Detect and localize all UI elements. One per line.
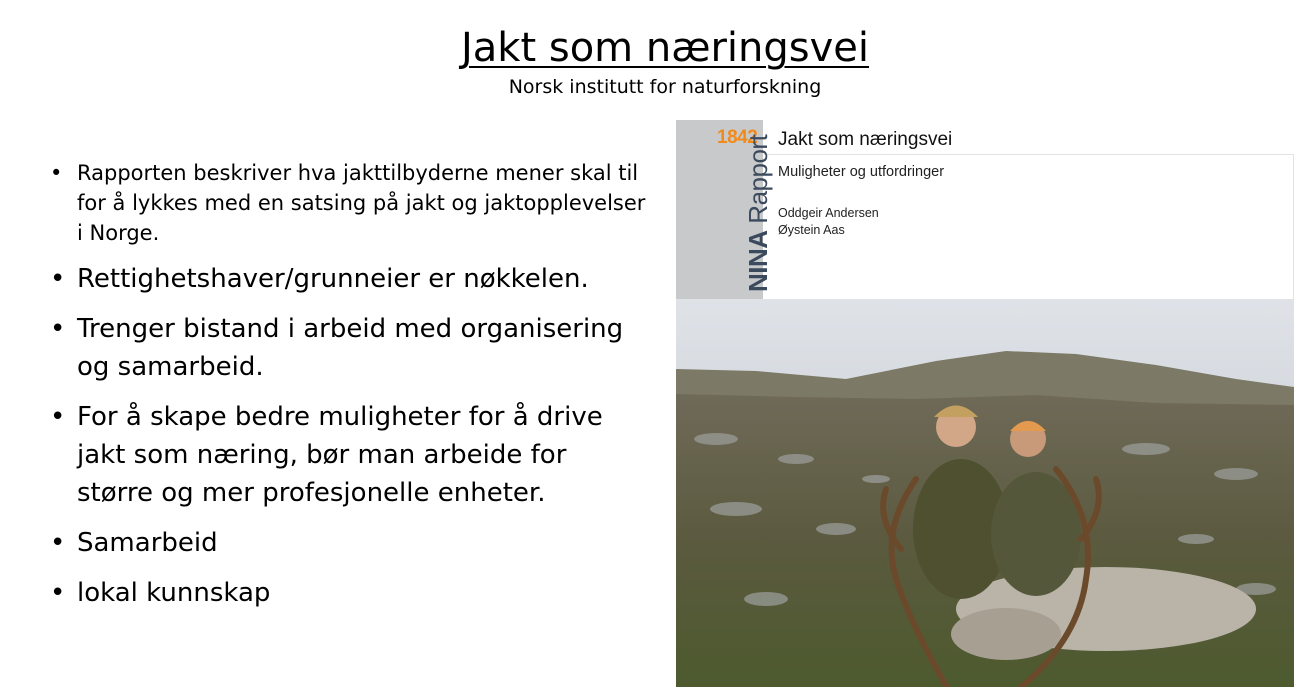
- report-number: 1842: [717, 127, 758, 148]
- report-title: Jakt som næringsvei: [778, 129, 953, 150]
- report-cover-image: [676, 120, 1294, 687]
- report-author-2: Øystein Aas: [778, 223, 845, 237]
- hunting-photo: [676, 299, 1294, 687]
- report-subtitle: Muligheter og utfordringer: [778, 164, 945, 180]
- bullet-item-5: • Samarbeid: [50, 524, 650, 562]
- bullet-item-2: • Rettighetshaver/grunneier er nøkkelen.: [50, 260, 650, 298]
- bullet-item-4: • For å skape bedre muligheter for å drive jakt som næring, bør man arbeide for større og mer profesjonelle enheter.: [50, 398, 650, 512]
- nina-rapport-logo: NINA Rapport: [743, 134, 773, 292]
- slide-subtitle: Norsk institutt for naturforskning: [508, 76, 822, 98]
- bullet-list: [50, 158, 650, 612]
- cover-divider: [764, 154, 1294, 155]
- slide-title: Jakt som næringsvei: [460, 25, 870, 71]
- bullet-item-3: • Trenger bistand i arbeid med organisering og samarbeid.: [50, 310, 650, 386]
- bullet-item-1: • Rapporten beskriver hva jakttilbyderne mener skal til for å lykkes med en satsing på jakt og jaktopplevelser i Norge.: [50, 158, 650, 248]
- cover-divider-right: [1293, 154, 1294, 299]
- bullet-item-6: • lokal kunnskap: [50, 574, 650, 612]
- report-author-1: Oddgeir Andersen: [778, 206, 879, 220]
